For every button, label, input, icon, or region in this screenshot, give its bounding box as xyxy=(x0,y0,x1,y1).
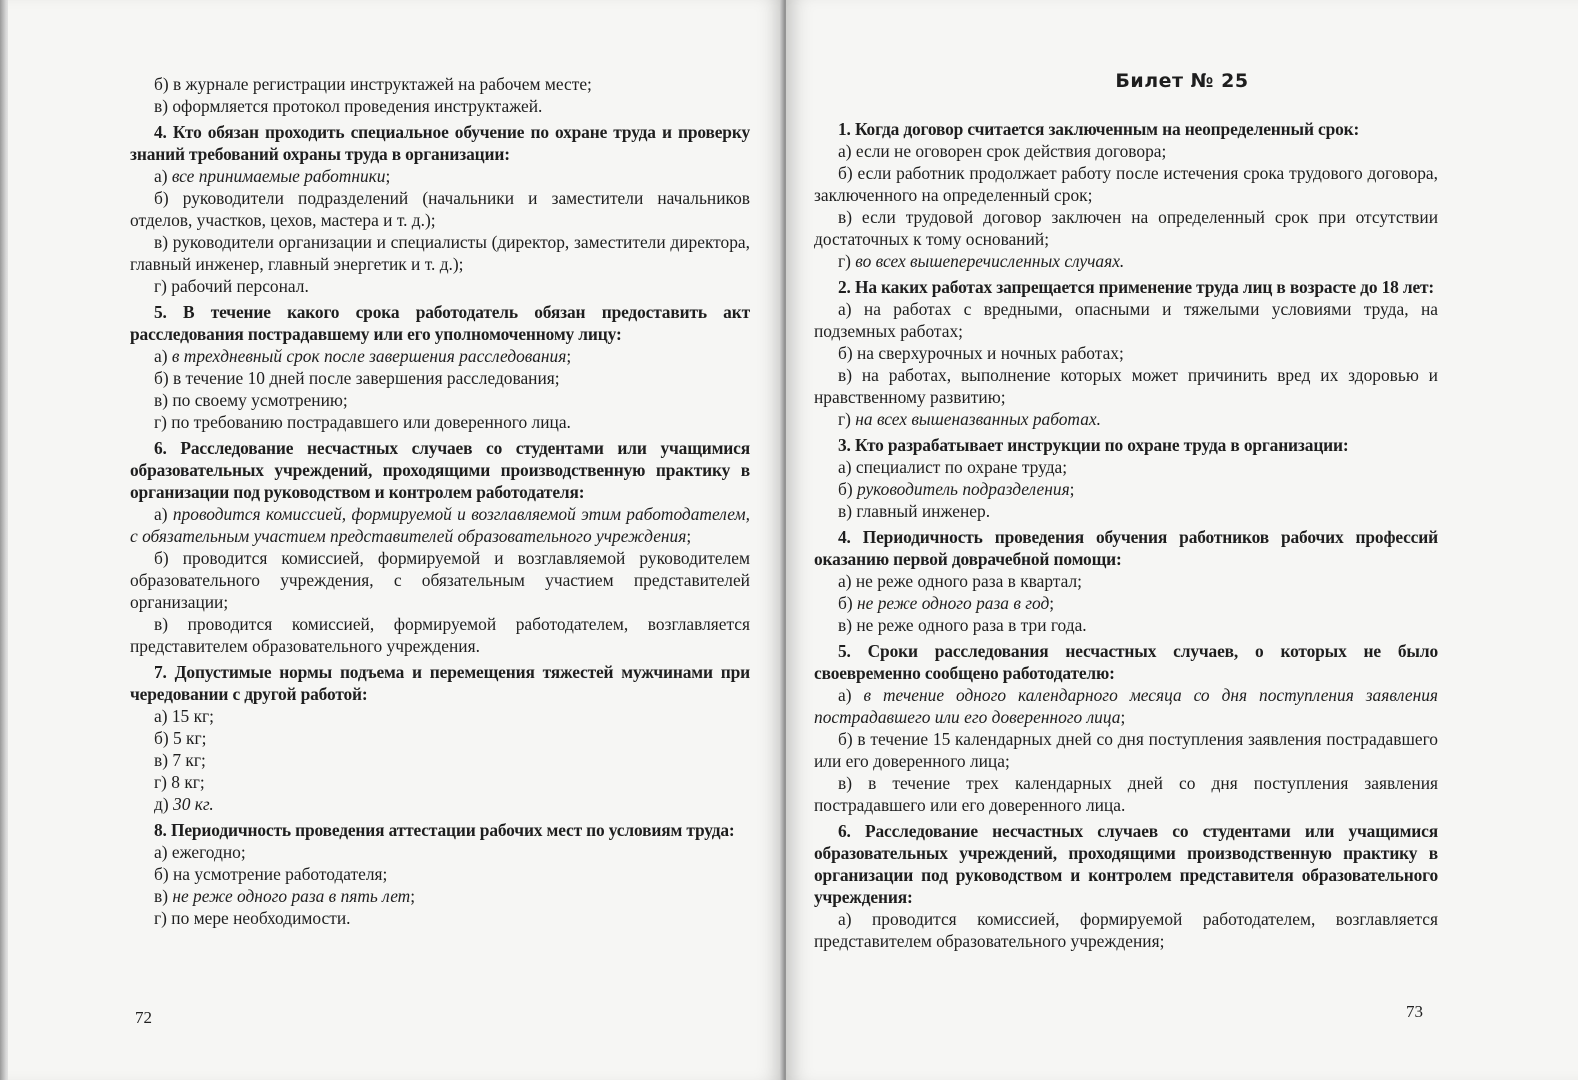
answer-prefix: г) xyxy=(838,251,856,271)
correct-answer-italic: не реже одного раза в год xyxy=(857,593,1050,613)
answer-option: б) 5 кг; xyxy=(154,728,207,748)
answer-prefix: а) xyxy=(154,166,172,186)
answer-option xyxy=(130,885,750,907)
left-page-text xyxy=(130,73,750,929)
answer-suffix: ; xyxy=(686,526,692,546)
right-page-text xyxy=(814,114,1438,952)
question-heading: 6. Расследование несчастных случаев со студентами или учащимися образовательных учреждений, проходящими производственную практику в организации под руководством и контролем представителя образовательного учреждения: xyxy=(814,821,1438,907)
ticket-title: Билет № 25 xyxy=(1115,70,1249,92)
correct-answer-italic: не реже одного раза в пять лет xyxy=(172,886,411,906)
answer-option: б) в течение 15 календарных дней со дня поступления заявления пострадавшего или его доверенного лица; xyxy=(814,729,1438,771)
correct-answer-italic: на всех вышеназванных работах. xyxy=(855,409,1101,429)
answer-option: в) если трудовой договор заключен на определенный срок при отсутствии достаточных к тому оснований; xyxy=(814,207,1438,249)
answer-option: в) руководители организации и специалисты (директор, заместители директора, главный инженер, главный энергетик и т. д.); xyxy=(130,232,750,274)
answer-option xyxy=(814,592,1438,614)
answer-option xyxy=(814,478,1438,500)
answer-option xyxy=(814,684,1438,728)
answer-prefix: а) xyxy=(838,685,864,705)
answer-option: а) 15 кг; xyxy=(154,706,215,726)
question-heading: 5. Сроки расследования несчастных случаев, о которых не было своевременно сообщено работодателю: xyxy=(814,641,1438,683)
page-number-left: 72 xyxy=(135,1008,152,1027)
correct-answer-italic: 30 кг. xyxy=(173,794,214,814)
question-heading: 5. В течение какого срока работодатель обязан предоставить акт расследования пострадавшему или его уполномоченному лицу: xyxy=(130,302,750,344)
answer-prefix: б) xyxy=(838,593,857,613)
answer-prefix: а) xyxy=(154,346,172,366)
answer-option: а) не реже одного раза в квартал; xyxy=(838,571,1083,591)
answer-prefix: в) xyxy=(154,886,173,906)
answer-option: в) оформляется протокол проведения инструктажей. xyxy=(154,96,543,116)
answer-option: в) 7 кг; xyxy=(154,750,206,770)
answer-option: б) проводится комиссией, формируемой и возглавляемой руководителем образовательного учреждения, с обязательным участием представителей организации; xyxy=(130,548,750,612)
answer-option xyxy=(130,165,750,187)
answer-option xyxy=(130,503,750,547)
answer-option: б) если работник продолжает работу после истечения срока трудового договора, заключенного на определенный срок; xyxy=(814,163,1438,205)
answer-prefix: г) xyxy=(838,409,856,429)
question-heading: 8. Периодичность проведения аттестации рабочих мест по условиям труда: xyxy=(154,820,735,840)
question-heading: 2. На каких работах запрещается применение труда лиц в возрасте до 18 лет: xyxy=(838,277,1435,297)
answer-option: а) специалист по охране труда; xyxy=(838,457,1068,477)
answer-suffix: ; xyxy=(385,166,391,186)
answer-option xyxy=(130,345,750,367)
answer-suffix: ; xyxy=(1049,593,1055,613)
answer-suffix: ; xyxy=(410,886,416,906)
answer-option xyxy=(814,408,1438,430)
correct-answer-italic: проводится комиссией, формируемой и возглавляемой этим работодателем, с обязательным участием представителей образовательного учреждения xyxy=(130,504,750,546)
correct-answer-italic: руководитель подразделения xyxy=(857,479,1070,499)
answer-prefix: д) xyxy=(154,794,173,814)
answer-option: г) по требованию пострадавшего или доверенного лица. xyxy=(154,412,571,432)
right-page xyxy=(786,0,1578,1080)
answer-option: г) 8 кг; xyxy=(154,772,205,792)
answer-option: г) рабочий персонал. xyxy=(154,276,309,296)
answer-option: б) на сверхурочных и ночных работах; xyxy=(838,343,1124,363)
question-heading: 6. Расследование несчастных случаев со студентами или учащимися образовательных учреждений, проходящими производственную практику в организации под руководством и контролем работодателя: xyxy=(130,438,750,502)
left-page xyxy=(8,0,784,1080)
answer-option: в) на работах, выполнение которых может причинить вред их здоровью и нравственному развитию; xyxy=(814,365,1438,407)
answer-option: б) в течение 10 дней после завершения расследования; xyxy=(154,368,560,388)
answer-option: г) по мере необходимости. xyxy=(154,908,351,928)
answer-option: в) не реже одного раза в три года. xyxy=(838,615,1087,635)
question-heading: 4. Периодичность проведения обучения работников рабочих профессий оказанию первой доврачебной помощи: xyxy=(814,527,1438,569)
correct-answer-italic: во всех вышеперечисленных случаях. xyxy=(855,251,1125,271)
answer-option: в) по своему усмотрению; xyxy=(154,390,348,410)
question-heading: 1. Когда договор считается заключенным на неопределенный срок: xyxy=(838,119,1360,139)
answer-option: б) в журнале регистрации инструктажей на рабочем месте; xyxy=(154,74,592,94)
answer-option xyxy=(130,793,750,815)
answer-suffix: ; xyxy=(566,346,572,366)
answer-suffix: ; xyxy=(1069,479,1075,499)
page-number-right: 73 xyxy=(1406,1002,1423,1021)
answer-option: в) главный инженер. xyxy=(838,501,991,521)
answer-option: б) руководители подразделений (начальники и заместители начальников отделов, участков, цехов, мастера и т. д.); xyxy=(130,188,750,230)
question-heading: 3. Кто разрабатывает инструкции по охране труда в организации: xyxy=(838,435,1349,455)
answer-option xyxy=(814,250,1438,272)
answer-option: а) если не оговорен срок действия договора; xyxy=(838,141,1167,161)
answer-option: в) в течение трех календарных дней со дня поступления заявления пострадавшего или его доверенного лица. xyxy=(814,773,1438,815)
correct-answer-italic: в трехдневный срок после завершения расследования xyxy=(171,346,567,366)
answer-option: а) проводится комиссией, формируемой работодателем, возглавляется представителем образовательного учреждения; xyxy=(814,909,1438,951)
answer-prefix: а) xyxy=(154,504,173,524)
question-heading: 7. Допустимые нормы подъема и перемещения тяжестей мужчинами при чередовании с другой работой: xyxy=(130,662,750,704)
correct-answer-italic: в течение одного календарного месяца со дня поступления заявления пострадавшего или его доверенного лица xyxy=(814,685,1439,727)
answer-option: б) на усмотрение работодателя; xyxy=(154,864,388,884)
answer-option: а) ежегодно; xyxy=(154,842,246,862)
answer-suffix: ; xyxy=(1120,707,1126,727)
correct-answer-italic: все принимаемые работники xyxy=(171,166,386,186)
answer-option: а) на работах с вредными, опасными и тяжелыми условиями труда, на подземных работах; xyxy=(814,299,1438,341)
question-heading: 4. Кто обязан проходить специальное обучение по охране труда и проверку знаний требований охраны труда в организации: xyxy=(130,122,750,164)
answer-prefix: б) xyxy=(838,479,857,499)
answer-option: в) проводится комиссией, формируемой работодателем, возглавляется представителем образовательного учреждения. xyxy=(130,614,750,656)
